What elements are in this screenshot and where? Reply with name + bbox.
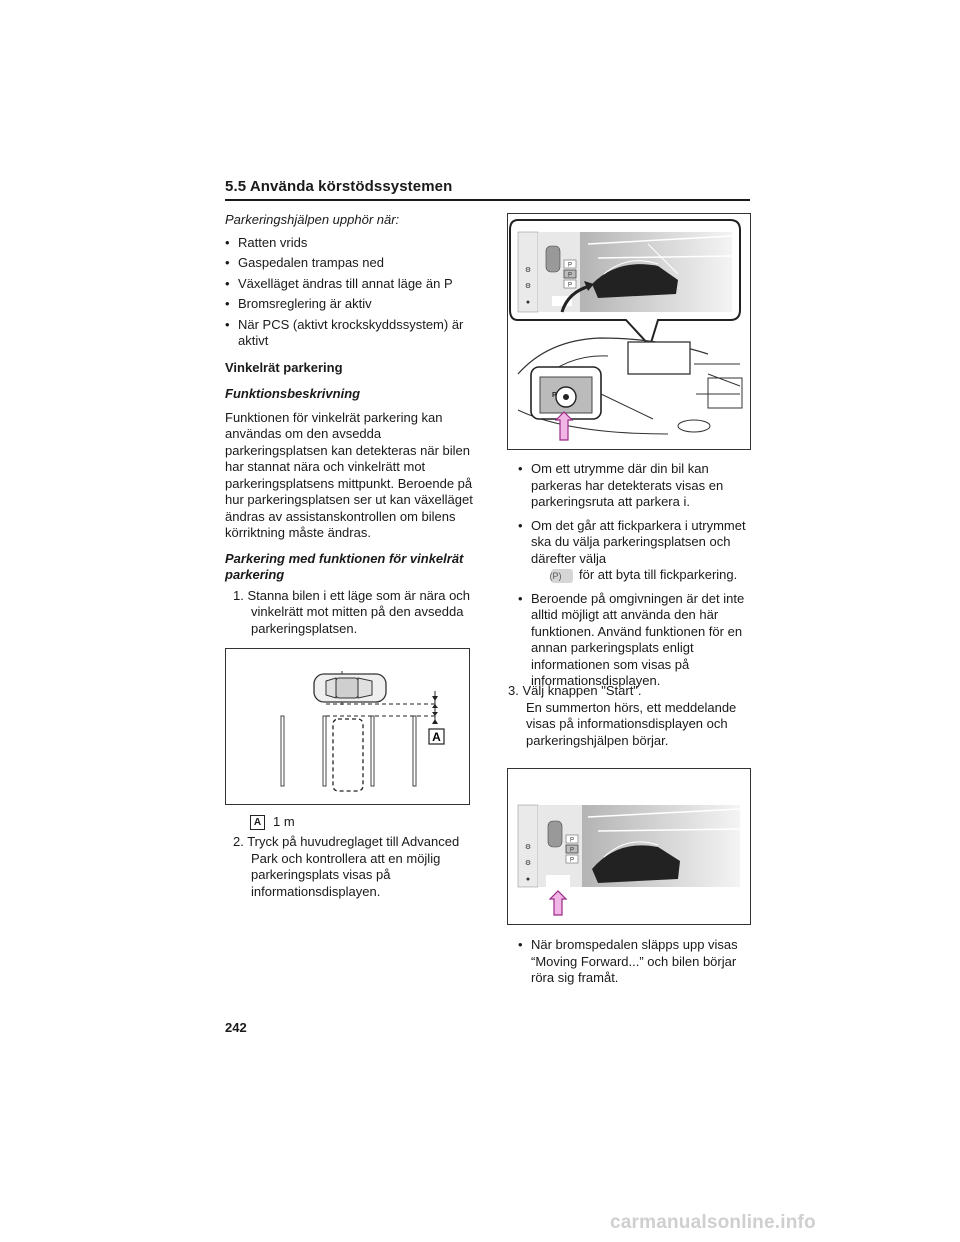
screen-p: P: [567, 282, 573, 289]
screen-p: P: [567, 272, 573, 279]
car: [314, 671, 386, 705]
bullet-3: • Beroende på omgivningen är det inte alltid möjligt att använda den här funktionen. Använd funktionen för en annan parkeringsplats enligt informationen som visas på informationsdisplayen.: [518, 591, 753, 690]
start-screen-figure: [507, 768, 751, 925]
parking-line: [413, 716, 416, 786]
screen-p: P: [569, 857, 575, 864]
step-1: 1. Stanna bilen i ett läge som är nära och vinkelrätt mot mitten på den avsedda parkeringsplatsen.: [233, 587, 471, 636]
right-column: [518, 461, 753, 692]
svg-text:⚙: ⚙: [524, 267, 532, 274]
info-display: [628, 342, 690, 374]
stop-item: • När PCS (aktivt krockskyddssystem) är aktivt: [225, 317, 475, 350]
stop-item: • Gaspedalen trampas ned: [225, 255, 475, 272]
section-title: 5.5 Använda körstödssystemen: [225, 178, 453, 195]
stop-item: • Ratten vrids: [225, 235, 475, 252]
bullet-2: [518, 518, 753, 584]
label-a: A: [432, 730, 441, 744]
stop-heading: Parkeringshjälpen upphör när:: [225, 212, 400, 227]
parking-line: [281, 716, 284, 786]
stop-item: • Växelläget ändras till annat läge än P: [225, 276, 475, 293]
svg-text:⚙: ⚙: [524, 283, 532, 290]
watermark: carmanualsonline.info: [610, 1212, 816, 1233]
step-2-block: [233, 834, 475, 900]
pocket-parking-icon: (P): [551, 569, 573, 583]
left-column: [225, 212, 475, 637]
svg-text:●: ●: [525, 299, 531, 306]
press-arrow: [550, 891, 566, 915]
target-spot: [333, 719, 363, 791]
dashboard-svg: [508, 214, 750, 449]
screen-p: P: [569, 847, 575, 854]
function-text: Funktionen för vinkelrät parkering kan användas om den avsedda parkeringsplatsen kan detekteras när bilen har stannat nära och vinkelrätt mot parkeringsplatsens mittpunkt. Beroende på hur parkeringsplatsen ser ut kan växelläget ändras av assistanskontrollen om bilens körriktning måste ändras.: [225, 409, 473, 540]
bullet-4-block: [518, 937, 753, 987]
stop-item: • Bromsreglering är aktiv: [225, 296, 475, 313]
parking-diagram: [225, 648, 470, 805]
svg-text:P: P: [552, 392, 557, 399]
start-screen-svg: [508, 769, 750, 924]
parking-line: [371, 716, 374, 786]
legend-text: 1 m: [273, 814, 295, 829]
legend-a-badge: A: [250, 815, 265, 830]
heading-function: Funktionsbeskrivning: [225, 386, 361, 401]
step-2: 2. Tryck på huvudreglaget till Advanced Park och kontrollera att en möjlig parkeringsplats visas på informationsdisplayen.: [233, 834, 460, 899]
screen-p: P: [569, 837, 575, 844]
bullet-1: • Om ett utrymme där din bil kan parkeras har detekterats visas en parkeringsruta att parkera i.: [518, 461, 753, 511]
bullet-2b: för att byta till fickparkering.: [579, 567, 738, 582]
start-button[interactable]: [546, 875, 570, 887]
heading-perpendicular: Vinkelrät parkering: [225, 359, 343, 375]
header-rule: [225, 199, 750, 201]
step-3: 3. Välj knappen "Start".: [508, 683, 642, 698]
heading-parking: Parkering med funktionen för vinkelrät parkering: [225, 550, 464, 582]
svg-text:⚙: ⚙: [524, 844, 532, 851]
bullet-2a: Om det går att fickparkera i utrymmet ska du välja parkeringsplatsen och därefter välja: [531, 517, 746, 566]
svg-text:⚙: ⚙: [524, 860, 532, 867]
step-3-text: En summerton hörs, ett meddelande visas på informationsdisplayen och parkeringshjälpen börjar.: [526, 699, 737, 748]
svg-text:●: ●: [525, 876, 531, 883]
page-number: 242: [225, 1020, 247, 1035]
screen-p: P: [567, 262, 573, 269]
parking-line: [323, 716, 326, 786]
dashboard-figure: [507, 213, 751, 450]
step-3-block: [508, 683, 753, 749]
parking-diagram-svg: [226, 649, 469, 804]
figure-legend: [250, 814, 475, 831]
bullet-4: • När bromspedalen släpps upp visas “Moving Forward...” och bilen börjar röra sig framåt.: [518, 937, 753, 987]
